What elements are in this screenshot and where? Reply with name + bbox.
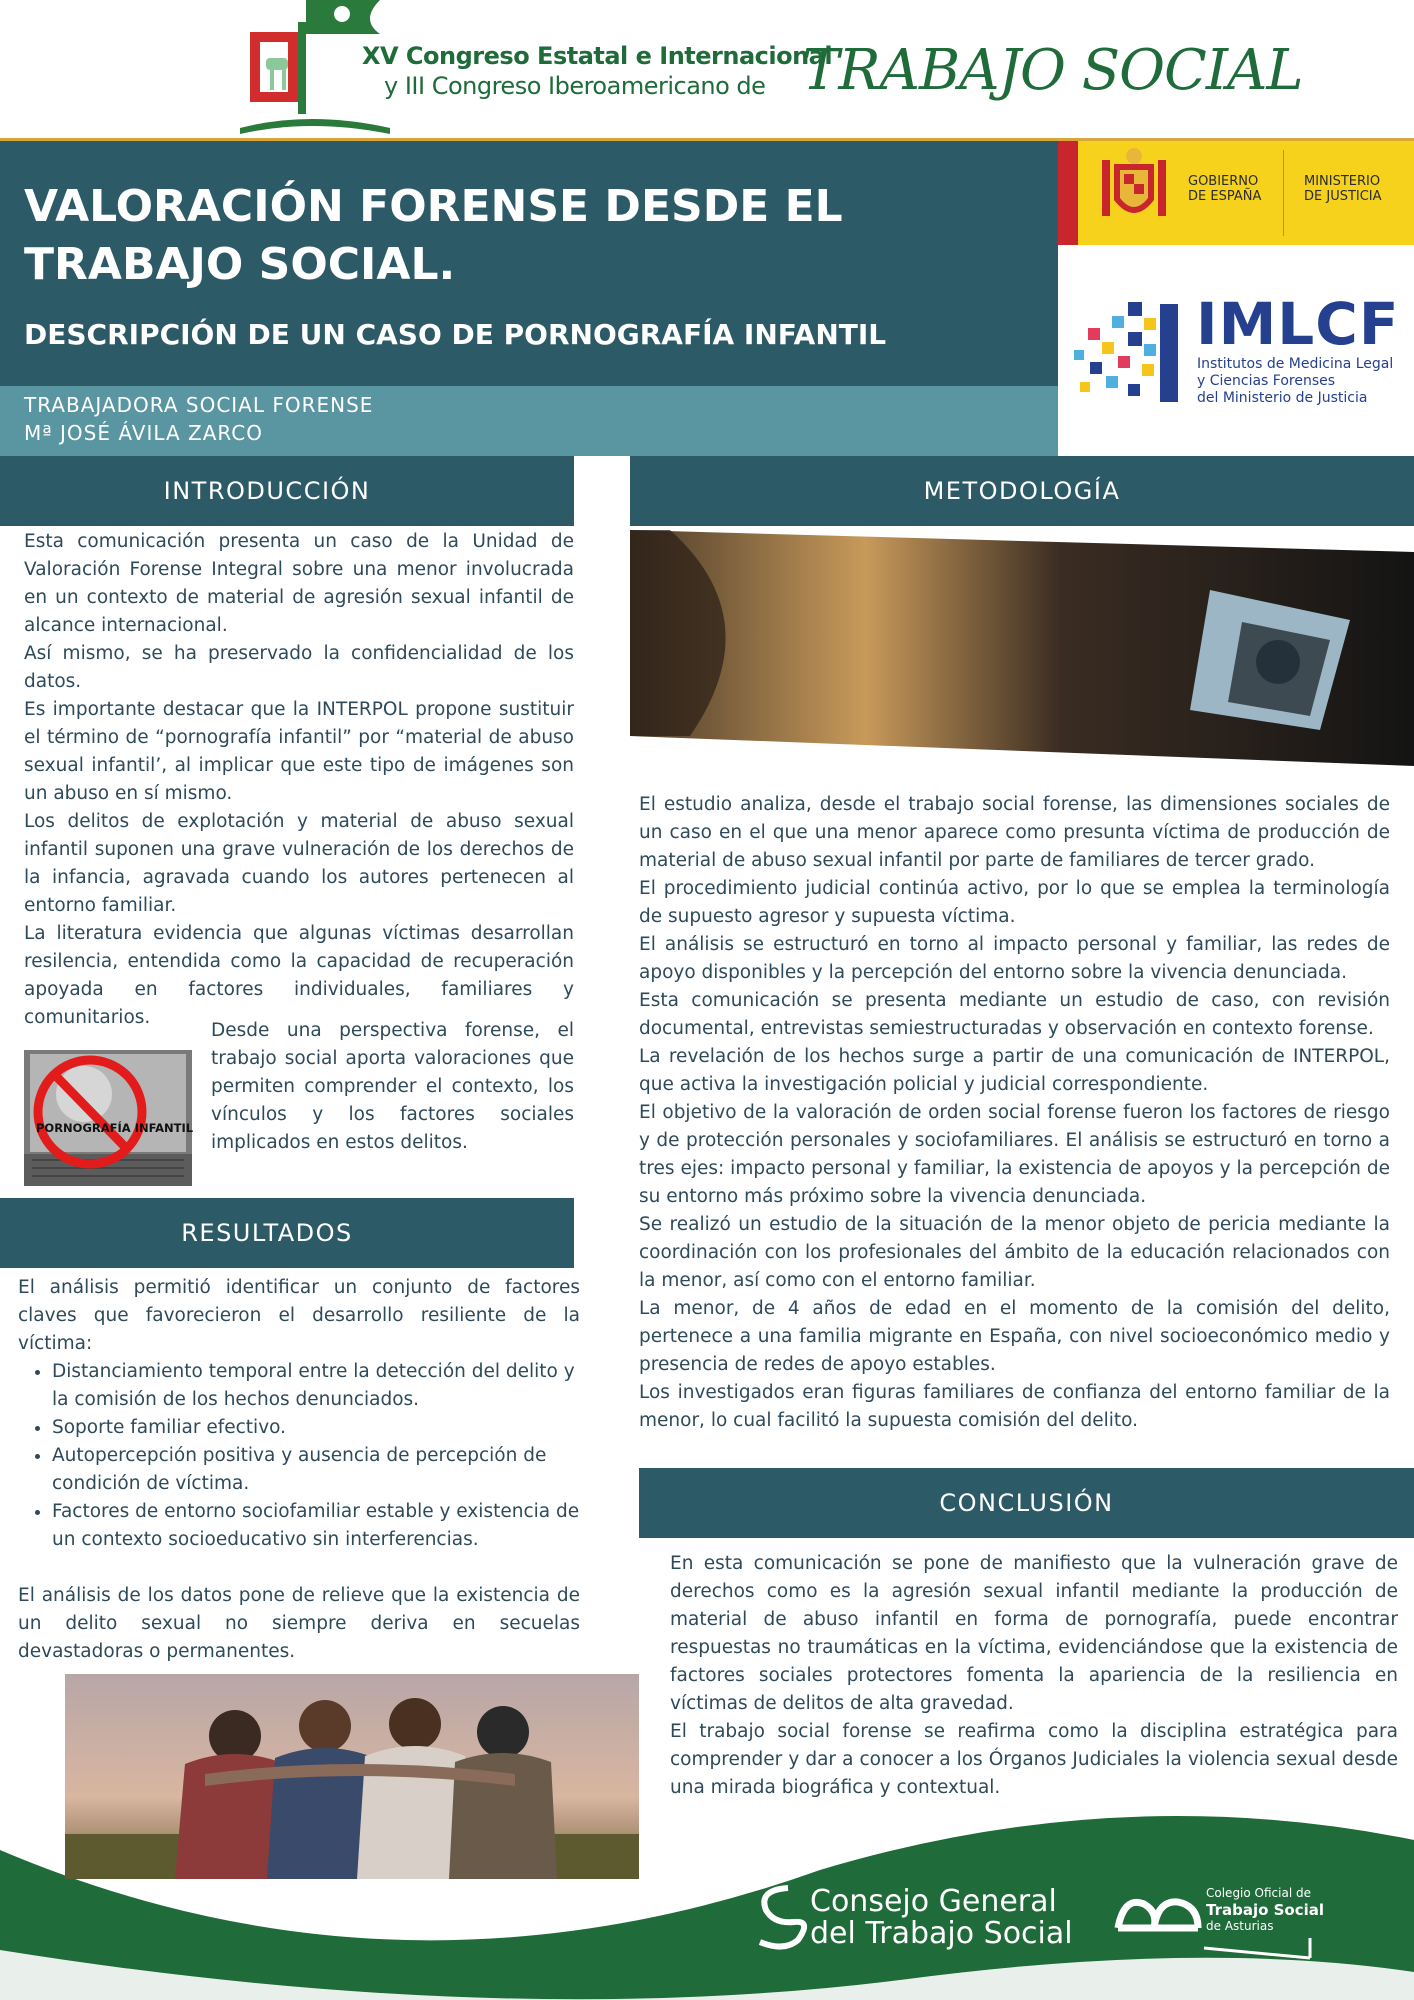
- imlcf-subtitle-3: del Ministerio de Justicia: [1197, 390, 1368, 406]
- poster-subtitle: DESCRIPCIÓN DE UN CASO DE PORNOGRAFÍA INFANTIL: [24, 318, 887, 351]
- imlcf-mosaic-icon: [1072, 298, 1182, 408]
- method-paragraph: La revelación de los hechos surge a partir de una comunicación de INTERPOL, que activa la investigación policial y judicial correspondiente.: [639, 1046, 1390, 1095]
- author-role: TRABAJADORA SOCIAL FORENSE: [24, 393, 374, 417]
- method-paragraph: La menor, de 4 años de edad en el momento de la comisión del delito, pertenece a una familia migrante en España, con nivel socioeconómico medio y presencia de redes de apoyo estables.: [639, 1298, 1390, 1375]
- results-closing: El análisis de los datos pone de relieve que la existencia de un delito sexual no siempre deriva en secuelas devastadoras o permanentes.: [18, 1585, 580, 1662]
- intro-paragraph: Así mismo, se ha preservado la confidencialidad de los datos.: [24, 643, 574, 692]
- method-heading: METODOLOGÍA: [630, 456, 1414, 526]
- conclusion-paragraph: En esta comunicación se pone de manifiesto que la vulneración grave de derechos como es la agresión sexual infantil mediante la producción de material de abuso infantil en forma de pornografía, puede encontrar respuestas no traumáticas en la víctima, evidenciándose que la existencia de factores sociales protectores fomenta la apariencia de la resiliencia en víctimas de delitos de alta gravedad.: [670, 1553, 1398, 1714]
- results-factor-item: • Factores de entorno sociofamiliar estable y existencia de un contexto socioeducativo sin interferencias.: [52, 1498, 580, 1554]
- conference-brand: TRABAJO SOCIAL: [802, 38, 1303, 103]
- cgts-name-line2: del Trabajo Social: [810, 1916, 1073, 1951]
- method-paragraph: El procedimiento judicial continúa activo, por lo que se emplea la terminología de supuesto agresor y supuesta víctima.: [639, 878, 1390, 927]
- author-name: Mª JOSÉ ÁVILA ZARCO: [24, 421, 263, 445]
- method-text: [639, 791, 1390, 1435]
- method-paragraph: Los investigados eran figuras familiares de confianza del entorno familiar de la menor, lo cual facilitó la supuesta comisión del delito.: [639, 1382, 1390, 1431]
- method-photo-child-with-tablet: [630, 530, 1414, 770]
- imlcf-subtitle-2: y Ciencias Forenses: [1197, 373, 1336, 389]
- method-paragraph: El objetivo de la valoración de orden social forense fueron los factores de riesgo y de protección personales y sociofamiliares. El análisis se estructuró en torno a tres ejes: impacto personal y familiar, la existencia de apoyos y la percepción de su entorno más próximo sobre la vivencia denunciada.: [639, 1102, 1390, 1207]
- asturias-name-line2: Trabajo Social: [1206, 1901, 1325, 1919]
- coat-of-arms-icon: [1098, 146, 1170, 232]
- intro-text: [24, 528, 574, 1032]
- intro-paragraph: Los delitos de explotación y material de abuso sexual infantil suponen una grave vulneración de los derechos de la infancia, agravada cuando los autores pertenecen al entorno familiar.: [24, 811, 574, 916]
- results-factor-item: • Distanciamiento temporal entre la detección del delito y la comisión de los hechos denunciados.: [52, 1358, 580, 1414]
- poster-title: VALORACIÓN FORENSE DESDE EL TRABAJO SOCIAL.: [24, 181, 843, 290]
- friends-embracing-photo: [65, 1674, 639, 1879]
- asturias-name-line1: Colegio Oficial de: [1206, 1886, 1311, 1900]
- imlcf-subtitle-1: Institutos de Medicina Legal: [1197, 356, 1394, 372]
- conclusion-paragraph: El trabajo social forense se reafirma como la disciplina estratégica para comprender y dar a conocer a los Órganos Judiciales la violencia sexual desde una mirada biográfica y contextual.: [670, 1721, 1398, 1798]
- results-factor-list: [18, 1358, 580, 1554]
- pornografia-infantil-caption: PORNOGRAFÍA INFANTIL: [36, 1121, 194, 1135]
- intro-side-paragraph: Desde una perspectiva forense, el trabajo social aporta valoraciones que permiten comprender el contexto, los vínculos y los factores sociales implicados en estos delitos.: [211, 1020, 574, 1153]
- imlcf-wordmark: IMLCF: [1196, 290, 1400, 358]
- conference-title-line1: XV Congreso Estatal e Internacional: [362, 42, 833, 70]
- results-heading: RESULTADOS: [0, 1198, 574, 1268]
- method-paragraph: El estudio analiza, desde el trabajo social forense, las dimensiones sociales de un caso en el que una menor aparece como presunta víctima de producción de material de abuso sexual infantil por parte de familiares de tercer grado.: [639, 794, 1390, 871]
- flag-stripe: [1058, 141, 1078, 245]
- pornografia-infantil-image: [24, 1050, 192, 1186]
- conference-title-line2: y III Congreso Iberoamericano de: [384, 72, 766, 100]
- intro-paragraph: La literatura evidencia que algunas víctimas desarrollan resilencia, entendida como la capacidad de recuperación apoyada en factores individuales, familiares y comunitarios.: [24, 923, 574, 1028]
- results-factor-item: • Soporte familiar efectivo.: [52, 1414, 580, 1442]
- intro-heading: INTRODUCCIÓN: [0, 456, 574, 526]
- gobierno-label: GOBIERNO DE ESPAÑA: [1188, 174, 1262, 204]
- intro-paragraph: Esta comunicación presenta un caso de la Unidad de Valoración Forense Integral sobre una menor involucrada en un contexto de material de agresión sexual infantil de alcance internacional.: [24, 531, 574, 636]
- results-factor-item: • Autopercepción positiva y ausencia de percepción de condición de víctima.: [52, 1442, 580, 1498]
- results-intro: El análisis permitió identificar un conjunto de factores claves que favorecieron el desarrollo resiliente de la víctima:: [18, 1277, 580, 1354]
- conclusion-text: [670, 1550, 1398, 1802]
- cgts-name-line1: Consejo General: [810, 1884, 1057, 1919]
- conclusion-heading: CONCLUSIÓN: [639, 1468, 1414, 1538]
- method-paragraph: El análisis se estructuró en torno al impacto personal y familiar, las redes de apoyo disponibles y la percepción del entorno sobre la vivencia denunciada.: [639, 934, 1390, 983]
- method-paragraph: Esta comunicación se presenta mediante un estudio de caso, con revisión documental, entrevistas semiestructuradas y observación en contexto forense.: [639, 990, 1390, 1039]
- intro-paragraph: Es importante destacar que la INTERPOL propone sustituir el término de “pornografía infantil” por “material de abuso sexual infantil’, al implicar que este tipo de imágenes son un abuso en sí mismo.: [24, 699, 574, 804]
- asturias-name-line3: de Asturias: [1206, 1919, 1274, 1933]
- logo-divider: [1283, 150, 1284, 236]
- method-paragraph: Se realizó un estudio de la situación de la menor objeto de pericia mediante la coordinación con los profesionales del ámbito de la educación relacionados con la menor, así como con el entorno familiar.: [639, 1214, 1390, 1291]
- ministerio-label: MINISTERIO DE JUSTICIA: [1304, 174, 1382, 204]
